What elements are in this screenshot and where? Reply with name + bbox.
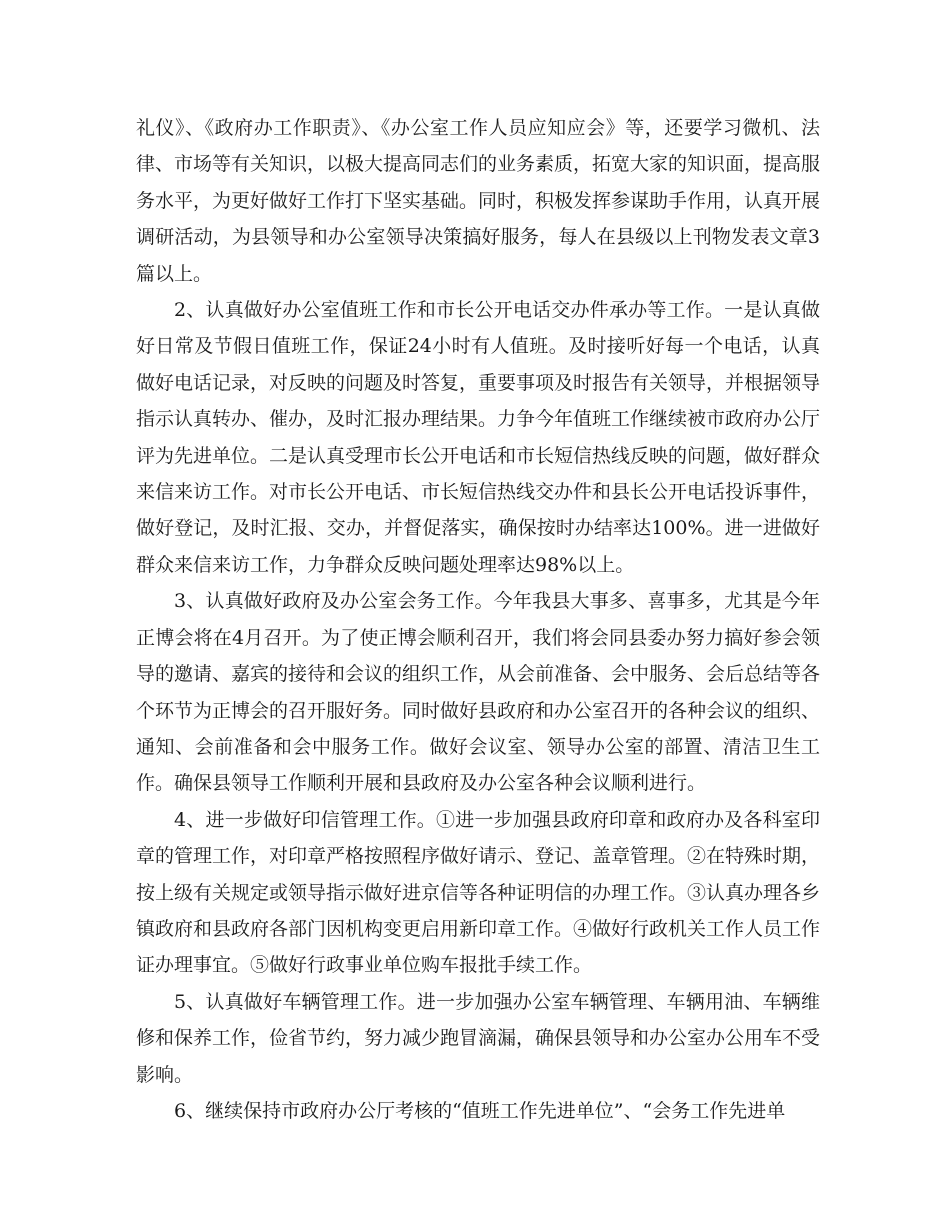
paragraph-1: 礼仪》、《政府办工作职责》、《办公室工作人员应知应会》等，还要学习微机、法律、市场等有关知识，以极大提高同志们的业务素质，拓宽大家的知识面，提高服务水平，为更好做好工作打下坚实基础。同时，积极发挥参谋助手作用，认真开展调研活动，为县领导和办公室领导决策搞好服务，每人在县级以上刊物发表文章3 篇以上。 <box>136 117 821 285</box>
paragraph-6: 6、继续保持市政府办公厅考核的“值班工作先进单位”、“会务工作先进单 <box>174 1099 786 1122</box>
paragraph-4: 4、进一步做好印信管理工作。①进一步加强县政府印章和政府办及各科室印章的管理工作，对印章严格按照程序做好请示、登记、盖章管理。②在特殊时期，按上级有关规定或领导指示做好进京信等各种证明信的办理工作。③认真办理各乡镇政府和县政府各部门因机构变更启用新印章工作。④做好行政机关工作人员工作证办理事宜。⑤做好行政事业单位购车报批手续工作。 <box>136 808 821 977</box>
paragraph-5: 5、认真做好车辆管理工作。进一步加强办公室车辆管理、车辆用油、车辆维修和保养工作，俭省节约，努力减少跑冒滴漏，确保县领导和办公室办公用车不受影响。 <box>136 990 821 1086</box>
paragraph-2: 2、认真做好办公室值班工作和市长公开电话交办件承办等工作。一是认真做好日常及节假日值班工作，保证24小时有人值班。及时接听好每一个电话，认真做好电话记录，对反映的问题及时答复，重要事项及时报告有关领导，并根据领导指示认真转办、催办，及时汇报办理结果。力争今年值班工作继续被市政府办公厅评为先进单位。二是认真受理市长公开电话和市长短信热线反映的问题，做好群众来信来访工作。对市长公开电话、市长短信热线交办件和县长公开电话投诉事件，做好登记，及时汇报、交办，并督促落实，确保按时办结率达100%。进一进做好群众来信来访工作，力争群众反映问题处理率达98%以上。 <box>136 299 821 576</box>
document-body <box>136 110 820 1129</box>
paragraph-3: 3、认真做好政府及办公室会务工作。今年我县大事多、喜事多，尤其是今年正博会将在4月召开。为了使正博会顺利召开，我们将会同县委办努力搞好参会领导的邀请、嘉宾的接待和会议的组织工作，从会前准备、会中服务、会后总结等各个环节为正博会的召开服好务。同时做好县政府和办公室召开的各种会议的组织、通知、会前准备和会中服务工作。做好会议室、领导办公室的部置、清洁卫生工作。确保县领导工作顺利开展和县政府及办公室各种会议顺利进行。 <box>136 590 821 795</box>
